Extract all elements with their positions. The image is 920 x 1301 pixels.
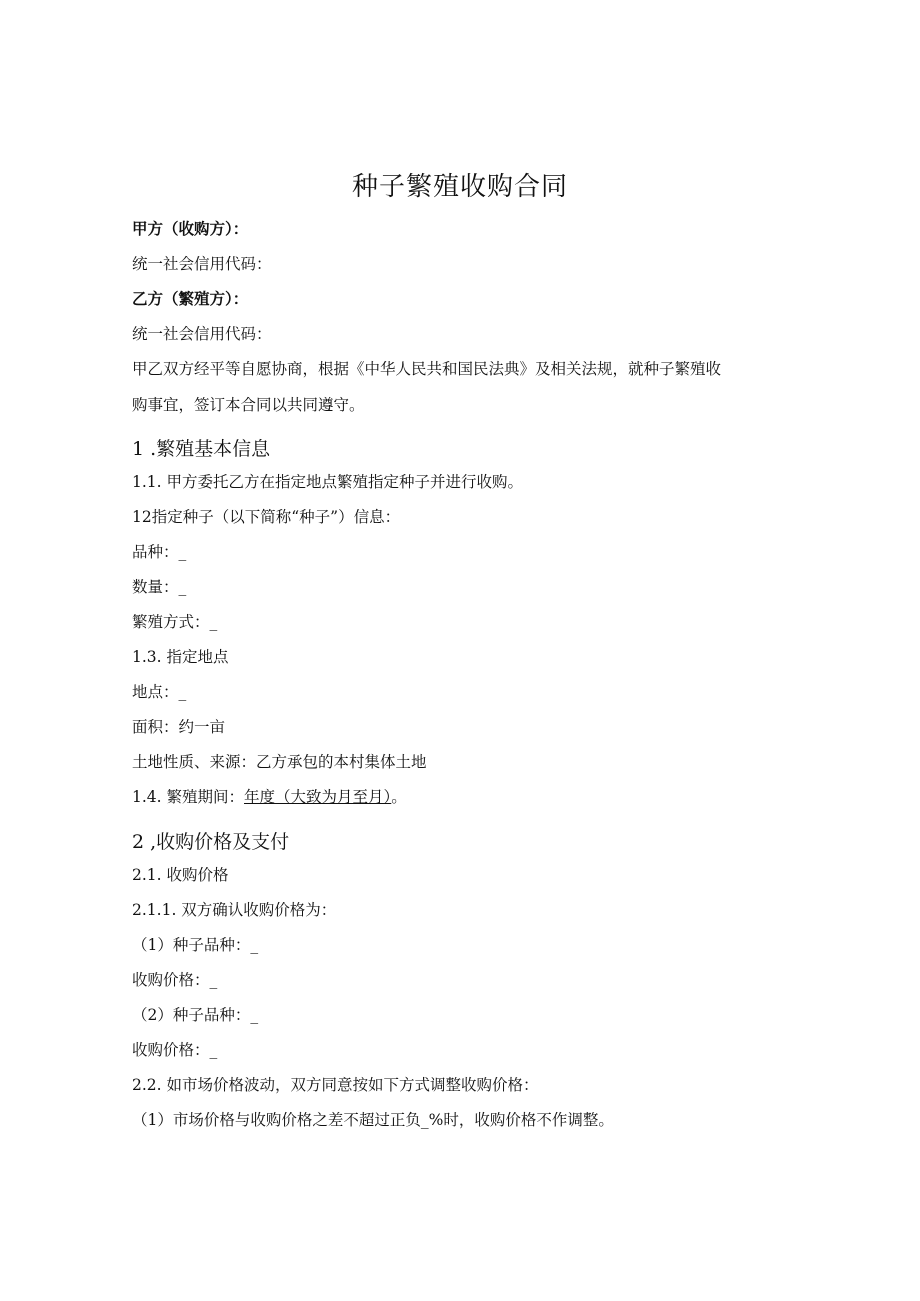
breeding-method-field: 繁殖方式：_ [132, 613, 218, 631]
clause-2-1-1: 2.1.1. 双方确认收购价格为： [132, 901, 337, 919]
document-title: 种子繁殖收购合同 [351, 172, 568, 202]
location-field: 地点：_ [132, 683, 187, 701]
party-a-label: 甲方（收购方）： [132, 220, 249, 238]
clause-2-1: 2.1. 收购价格 [132, 866, 229, 884]
clause-2-2-item-1: （1）市场价格与收购价格之差不超过正负_%时，收购价格不作调整。 [132, 1111, 614, 1129]
section-1-heading: 1 .繁殖基本信息 [132, 438, 271, 460]
section-2-heading: 2 ,收购价格及支付 [132, 831, 290, 853]
area-field: 面积：约一亩 [132, 718, 226, 736]
breeding-period-value: 年度（大致为月至月） [244, 788, 392, 806]
clause-1-4 [132, 787, 407, 807]
land-nature-field: 土地性质、来源：乙方承包的本村集体土地 [132, 753, 427, 771]
seed-variety-field: 品种：_ [132, 543, 187, 561]
intro-paragraph-line-2: 购事宜，签订本合同以共同遵守。 [132, 396, 365, 414]
item-1-price-field: 收购价格：_ [132, 971, 218, 989]
item-2-variety-field: （2）种子品种：_ [132, 1006, 259, 1024]
clause-1-2: 12指定种子（以下简称“种子”）信息： [132, 508, 401, 526]
clause-1-4-suffix: 。 [391, 788, 407, 806]
item-1-variety-field: （1）种子品种：_ [132, 936, 259, 954]
seed-quantity-field: 数量：_ [132, 578, 187, 596]
clause-2-2: 2.2. 如市场价格波动，双方同意按如下方式调整收购价格： [132, 1076, 539, 1094]
party-a-credit-code: 统一社会信用代码： [132, 255, 272, 273]
party-b-label: 乙方（繁殖方）： [132, 290, 249, 308]
intro-paragraph-line-1: 甲乙双方经平等自愿协商，根据《中华人民共和国民法典》及相关法规，就种子繁殖收 [132, 360, 722, 378]
item-2-price-field: 收购价格：_ [132, 1041, 218, 1059]
clause-1-4-label: 1.4. 繁殖期间： [132, 788, 245, 806]
clause-1-1: 1.1. 甲方委托乙方在指定地点繁殖指定种子并进行收购。 [132, 473, 524, 491]
party-b-credit-code: 统一社会信用代码： [132, 325, 272, 343]
clause-1-3: 1.3. 指定地点 [132, 648, 229, 666]
